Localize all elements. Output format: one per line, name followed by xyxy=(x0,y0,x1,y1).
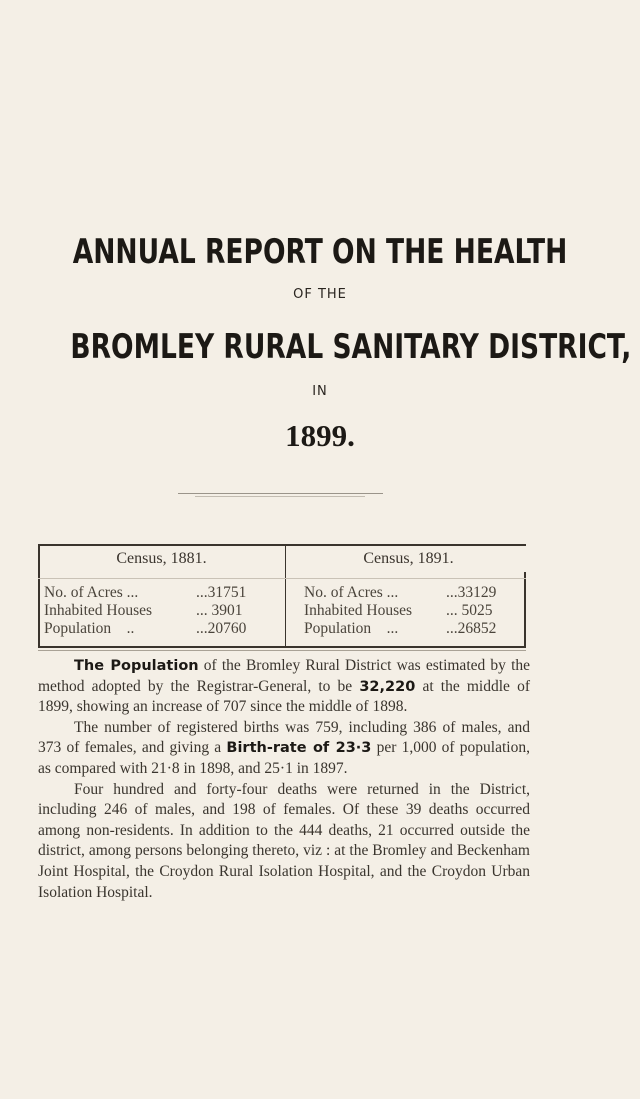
report-year xyxy=(0,418,640,454)
report-body xyxy=(38,656,530,903)
census-1881-houses-label: Inhabited Houses xyxy=(44,602,153,619)
census-1881-population-value: ...20760 xyxy=(196,620,247,637)
census-1881-houses-value: ... 3901 xyxy=(196,602,243,619)
census-1891-population-value: ...26852 xyxy=(446,620,497,637)
population-text-a: of the Bromley Rural District was estimated by the method adopted by the Registrar-General, to be xyxy=(38,657,531,695)
divider-rule-2 xyxy=(195,496,365,497)
table-under-rule xyxy=(38,650,526,651)
table-header-rule xyxy=(38,578,526,579)
report-title-line2 xyxy=(0,287,640,302)
title-text-2: OF THE xyxy=(293,287,347,302)
census-1891-acres-label: No. of Acres ... xyxy=(304,584,399,601)
table-border-right xyxy=(524,572,526,648)
census-1891-houses-label: Inhabited Houses xyxy=(304,602,413,619)
census-table xyxy=(38,544,526,648)
population-lead: The Population xyxy=(74,658,199,674)
census-1891-population-label: Population ... xyxy=(304,620,399,637)
report-title-line1 xyxy=(0,232,640,272)
title-text-4: IN xyxy=(312,384,328,399)
paragraph-population xyxy=(38,656,530,718)
census-1891-houses-value: ... 5025 xyxy=(446,602,493,619)
report-title-line3 xyxy=(0,327,640,367)
paragraph-births xyxy=(38,718,530,780)
table-border-top xyxy=(38,544,526,546)
population-number: 32,220 xyxy=(359,678,416,695)
census-1881-acres-label: No. of Acres ... xyxy=(44,584,139,601)
births-text-a: The number of registered births was 759, including 386 of males, and 373 of females, and giving a xyxy=(38,718,530,757)
title-text-3: BROMLEY RURAL SANITARY DISTRICT, xyxy=(70,327,632,367)
paragraph-deaths xyxy=(38,780,530,904)
census-1891-header: Census, 1891. xyxy=(363,550,454,567)
census-1881-population-label: Population .. xyxy=(44,620,135,637)
census-1881-header: Census, 1881. xyxy=(116,550,207,567)
table-border-bottom xyxy=(38,646,526,648)
census-1881-acres-value: ...31751 xyxy=(196,584,247,601)
divider-rule xyxy=(178,493,383,494)
deaths-text: Four hundred and forty-four deaths were returned in the District, including 246 of males, and 198 of females. Of these 39 deaths occurred among non-residents. In addition to the 444 deaths, 21 occurred outside the district, among persons belonging thereto, viz : at the Bromley and Beckenham Joint Hospital, the Croydon Rural Isolation Hospital, and the Croydon Urban Isolation Hospital. xyxy=(38,780,530,901)
year-text: 1899. xyxy=(285,418,355,453)
title-text-1: ANNUAL REPORT ON THE HEALTH xyxy=(72,232,568,272)
census-1891-acres-value: ...33129 xyxy=(446,584,497,601)
population-text-b: at the middle of 1899, showing an increase of 707 since the middle of 1898. xyxy=(38,677,530,716)
births-text-b: per 1,000 of population, as compared with 21·8 in 1898, and 25·1 in 1897. xyxy=(38,739,530,777)
birth-rate: Birth-rate of 23·3 xyxy=(226,740,372,757)
report-title-line4 xyxy=(0,384,640,399)
